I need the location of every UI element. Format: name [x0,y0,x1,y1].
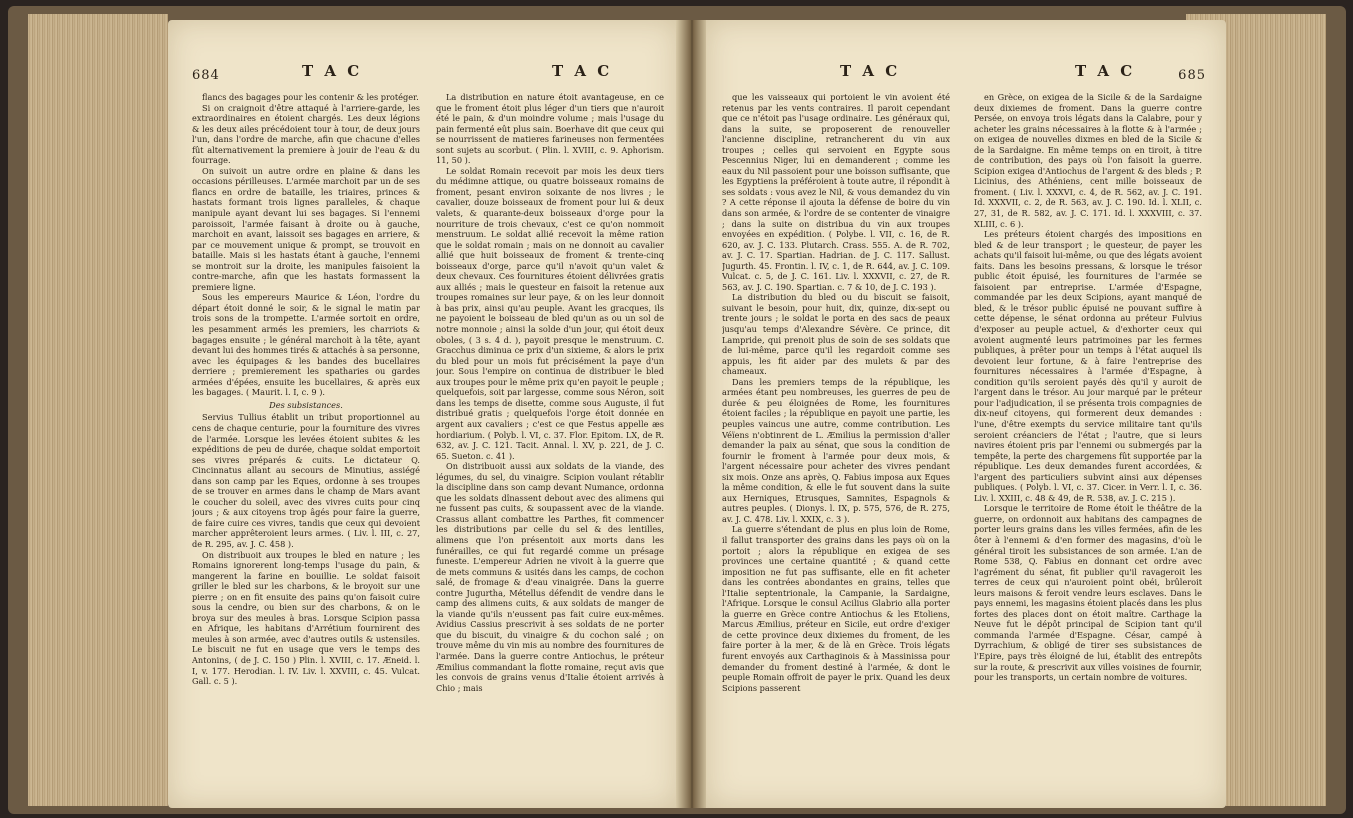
paragraph: Les préteurs étoient chargés des impositions en bled & de leur transport ; le questeur, de payer les achats qu'il faisoit lui-même, ou que des légats avoient faits. Dans les besoins pressans, & lorsque le trésor public étoit épuisé, les fournitures de l'armée se faisoient par entreprise. L'armée d'Espagne, commandée par les deux Scipions, ayant manqué de bled, & le trésor public épuisé ne pouvant suffire à cette dépense, le sénat ordonna au préteur Fulvius d'exposer au peuple actuel, & d'exhorter ceux qui avoient augmenté leurs patrimoines par les fermes publiques, à prêter pour un temps à l'état auquel ils devoient leur fortune, & à faire l'entreprise des fournitures nécessaires à l'armée d'Espagne, à condition qu'ils seroient payés dès qu'il y auroit de l'argent dans le trésor. Au jour marqué par le préteur pour l'adjudication, il se présenta trois compagnies de dix-neuf citoyens, qui formerent deux demandes : l'une, d'être exempts du service militaire tant qu'ils seroient créanciers de l'état ; l'autre, que si leurs navires étoient pris par l'ennemi ou submergés par la tempête, la perte des chargemens fût supportée par la république. Les deux demandes furent accordées, & l'argent des particuliers subvint ainsi aux dépenses publiques. ( Polyb. l. VI, c. 37. Cicer. in Verr. l. I, c. 36. Liv. l. XXIII, c. 48 & 49, de R. 538, av. J. C. 215 ). [974,229,1202,503]
paragraph: Lorsque le territoire de Rome étoit le théâtre de la guerre, on ordonnoit aux habitans des campagnes de porter leurs grains dans les villes fermées, afin de les ôter à l'ennemi & d'en former des magasins, d'où le général tiroit les subsistances de son armée. L'an de Rome 538, Q. Fabius en donnant cet ordre avec l'agrément du sénat, fit publier qu'il ravageroit les terres de ceux qui n'auroient point obéi, brûleroit leurs maisons & feroit vendre leurs esclaves. Dans le pays ennemi, les magasins étoient placés dans les plus fortes des places dont on étoit maître. Carthage la Neuve fut le dépôt principal de Scipion tant qu'il commanda l'armée d'Espagne. César, campé à Dyrrachium, & obligé de tirer ses subsistances de l'Epire, pays très éloigné de lui, établit des entrepôts sur la route, & prescrivit aux villes voisines de fournir, pour les transports, un certain nombre de voitures. [974,503,1202,683]
paragraph: Servius Tullius établit un tribut proportionnel au cens de chaque centurie, pour la fourniture des vivres de l'armée. Lorsque les levées étoient subites & les expéditions de peu de durée, chaque soldat emportoit ses vivres préparés & cuits. Le dictateur Q. Cincinnatus allant au secours de Minutius, assiégé dans son camp par les Eques, ordonne à ses troupes de se trouver en armes dans le champ de Mars avant le coucher du soleil, avec des vivres cuits pour cinq jours ; & aux citoyens trop âgés pour faire la guerre, de faire cuire ces vivres, tandis que ceux qui devoient marcher apprêteroient leurs armes. ( Liv. l. III, c. 27, de R. 295, av. J. C. 458 ). [192,412,420,549]
left-page-stack [28,14,168,806]
book-spread [8,6,1346,814]
paragraph: en Grèce, on exigea de la Sicile & de la Sardaigne deux dixiemes de froment. Dans la guerre contre Persée, on envoya trois légats dans la Calabre, pour y acheter les grains nécessaires à la flotte & à l'armée ; on exigea de nouvelles dixmes en bled de la Sicile & de la Sardaigne. En même temps on en tiroit, à titre de contribution, des pays où l'on faisoit la guerre. Scipion exigea d'Antiochus de l'argent & des bleds ; P. Licinius, des Athéniens, cent mille boisseaux de froment. ( Liv. l. XXXVI, c. 4, de R. 562, av. J. C. 191. Id. XXXVII, c. 2, de R. 563, av. J. C. 190. Id. l. XLII, c. 27, 31, de R. 582, av. J. C. 171. Id. l. XXXVIII, c. 37. XLIII, c. 6 ). [974,92,1202,229]
paragraph: La distribution en nature étoit avantageuse, en ce que le froment étoit plus léger d'un tiers que n'auroit été le pain, & d'un moindre volume ; mais l'usage du pain fermenté eût plus sain. Boerhave dit que ceux qui se nourrissent de matieres farineuses non fermentées sont sujets au scorbut. ( Plin. l. XVIII, c. 9. Aphorism. 11, 50 ). [436,92,664,166]
right-page-column-a [722,92,950,802]
paragraph: On distribuoit aux troupes le bled en nature ; les Romains ignorerent long-temps l'usage du pain, & mangerent la farine en bouillie. Le soldat faisoit griller le bled sur les charbons, & le broyoit sur une pierre ; on en fit ensuite des pains qu'on faisoit cuire sous la cendre, ou bien sur des charbons, & on le broya sur des meules à bras. Lorsque Scipion passa en Afrique, les habitans d'Arrétium fournirent des meules à son armée, avec d'autres outils & ustensiles. Le biscuit ne fut en usage que vers le temps des Antonins, ( de J. C. 150 ) Plin. l. XVIII, c. 17. Æneid. l. I, v. 177. Herodian. l. IV. Liv. l. XXVIII, c. 45. Vulcat. Gall. c. 5 ). [192,549,420,687]
left-page-column-a [192,92,420,802]
book-gutter [676,20,708,808]
running-head: T A C [1075,62,1136,80]
running-head: T A C [552,62,613,80]
running-head: T A C [302,62,363,80]
right-page-column-b [974,92,1202,802]
paragraph: flancs des bagages pour les contenir & les protéger. [202,92,419,102]
right-page [706,20,1226,808]
paragraph: que les vaisseaux qui portoient le vin avoient été retenus par les vents contraires. Il paroit cependant que ce n'étoit pas l'usage ordinaire. Les généraux qui, dans la suite, se proposerent de renouveller l'ancienne discipline, retrancherent du vin aux troupes ; celles qui servoient en Egypte sous Pescennius Niger, lui en demanderent ; comme les eaux du Nil passoient pour une boisson suffisante, que les Egyptiens la préféroient à toute autre, il répondit à ses soldats : vous avez le Nil, & vous demandez du vin ? A cette réponse il ajouta la défense de boire du vin dans son armée, & l'ordre de se contenter de vinaigre ; dans la suite on distribua du vin aux troupes envoyées en expédition. ( Polybe. l. VII, c. 16, de R. 620, av. J. C. 133. Plutarch. Crass. 555. A. de R. 702, av. J. C. 17. Spartian. Hadrian. de J. C. 117. Sallust. Jugurth. 45. Frontin. l. IV, c. 1, de R. 644, av. J. C. 109. Vulcat. c. 5, de J. C. 161. Liv. l. XXXVII, c. 27, de R. 563, av. J. C. 190. Spartian. c. 7 & 10, de J. C. 193 ). [722,92,950,292]
paragraph: La distribution du bled ou du biscuit se faisoit, suivant le besoin, pour huit, dix, quinze, dix-sept ou trente jours ; le soldat le porta en des sacs de peaux jusqu'au temps d'Alexandre Sévère. Ce prince, dit Lampride, qui prenoit plus de soin de ses soldats que de lui-même, parce qu'il les regardoit comme ses appuis, les fit aider par des mulets & par des chameaux. [722,292,950,377]
paragraph: Dans les premiers temps de la république, les armées étant peu nombreuses, les guerres de peu de durée & peu éloignées de Rome, les fournitures étoient faciles ; la république en payoit une partie, les peuples vaincus une autre, comme contribution. Les Véïens n'obtinrent de L. Æmilius la permission d'aller demander la paix au sénat, que sous la condition de fournir le froment à l'armée pour deux mois, & l'argent nécessaire pour acheter des vivres pendant six mois. Onze ans après, Q. Fabius imposa aux Eques la même condition, & elle le fut souvent dans la suite aux Herniques, Etrusques, Samnites, Espagnols & autres peuples. ( Dionys. l. IX, p. 575, 576, de R. 275, av. J. C. 478. Liv. l. XXIX, c. 3 ). [722,376,950,524]
left-page-column-b [436,92,664,802]
paragraph: Si on craignoit d'être attaqué à l'arriere-garde, les extraordinaires en étoient chargés. Les deux légions & les deux ailes précédoient tour à tour, de deux jours l'un, dans l'ordre de marche, afin que chacune d'elles fût alternativement la premiere à jouir de l'eau & du fourrage. [192,102,420,166]
right-page-header [730,62,1206,84]
paragraph: La guerre s'étendant de plus en plus loin de Rome, il fallut transporter des grains dans les pays où on la portoit ; alors la république en exigea de ses provinces une certaine quantité ; & quand cette imposition ne fut pas suffisante, elle en fit acheter dans les contrées abondantes en grains, telles que l'Italie septentrionale, la Campanie, la Sardaigne, l'Afrique. Lorsque le consul Acilius Glabrio alla porter la guerre en Grèce contre Antiochus & les Etoliens, Marcus Æmilius, préteur en Sicile, eut ordre d'exiger de cette province deux dixiemes du froment, de les faire porter à la mer, & de là en Grèce. Trois légats furent envoyés aux Carthaginois & à Massinissa pour demander du froment destiné à l'armée, & dont le peuple Romain offroit de payer le prix. Quand les deux Scipions passerent [722,524,950,693]
running-head: T A C [840,62,901,80]
page-number: 685 [1178,68,1206,83]
left-page-header [192,62,658,84]
paragraph: Sous les empereurs Maurice & Léon, l'ordre du départ étoit donné le soir, & le signal le matin par trois sons de la trompette. L'armée sortoit en ordre, les pesamment armés les premiers, les charriots & bagages ensuite ; le général marchoit à la tête, ayant devant lui des hommes tirés & attachés à sa personne, avec les équipages & les bandes des bucellaires derriere ; premierement les spatharies ou gardes armées d'épées, ensuite les bucellaires, & après eux les bagages. ( Maurit. l. I, c. 9 ). [192,292,420,398]
paragraph: On distribuoit aussi aux soldats de la viande, des légumes, du sel, du vinaigre. Scipion voulant rétablir la discipline dans son camp devant Numance, ordonna que les soldats dînassent debout avec des alimens qui ne fussent pas cuits, & soupassent avec de la viande. Crassus allant combattre les Parthes, fit commencer les distributions par celle du sel & des lentilles, alimens que l'on présentoit aux morts dans les funérailles, ce qui fut regardé comme un présage funeste. L'empereur Adrien ne vivoit à la guerre que de mets communs & usités dans les camps, de cochon salé, de fromage & d'eau vinaigrée. Dans la guerre contre Jugurtha, Métellus défendit de vendre dans le camp des alimens cuits, & aux soldats de manger de la viande qu'ils n'eussent pas fait cuire eux-mêmes. Avidius Cassius prescrivit à ses soldats de ne porter que du biscuit, du vinaigre & du cochon salé ; on trouve même du vin mis au nombre des fournitures de l'armée. Dans la guerre contre Antiochus, le préteur Æmilius commandant la flotte romaine, reçut avis que les convois de grains venus d'Italie étoient arrivés à Chio ; mais [436,461,664,693]
paragraph: Le soldat Romain recevoit par mois les deux tiers du médimne attique, ou quatre boisseaux romains de froment, pesant environ soixante de nos livres ; le cavalier, douze boisseaux de froment pour lui & deux valets, & quarante-deux boisseaux d'orge pour la nourriture de trois chevaux, c'est ce qu'on nommoit menstruum. Le soldat allié recevoit la même ration que le soldat romain ; mais on ne donnoit au cavalier allié que huit boisseaux de froment & trente-cinq boisseaux d'orge, parce qu'il n'avoit qu'un valet & deux chevaux. Ces fournitures étoient délivrées gratis aux alliés ; mais le questeur en faisoit la retenue aux troupes romaines sur leur paye, & on les leur donnoit à bas prix, ainsi qu'au peuple. Avant les gracques, ils ne payoient le boisseau de bled qu'un as ou un sol de notre monnoie ; ainsi la solde d'un jour, qui étoit deux oboles, ( 3 s. 4 d. ), payoit presque le menstruum. C. Gracchus diminua ce prix d'un sixieme, & alors le prix du bled pour un mois fut précisément la paye d'un jour. Sous l'empire on continua de distribuer le bled aux troupes pour le même prix qu'en payoit le peuple ; quelquefois, soit par largesse, comme sous Néron, soit dans les temps de disette, comme sous Auguste, il fut distribué gratis ; quelquefois l'orge étoit donnée en argent aux cavaliers ; c'est ce que Festus appelle æs hordiarium. ( Polyb. l. VI, c. 37. Flor. Epitom. LX, de R. 632, av. J. C. 121. Tacit. Annal. l. XV, p. 221, de J. C. 65. Sueton. c. 41 ). [436,165,664,461]
page-number: 684 [192,68,220,83]
section-subtitle: Des subsistances. [269,399,343,410]
left-page [168,20,678,808]
paragraph: On suivoit un autre ordre en plaine & dans les occasions périlleuses. L'armée marchoit par un de ses flancs en ordre de bataille, les triaires, princes & hastats formant trois lignes paralleles, & chaque manipule ayant devant lui ses bagages. Si l'ennemi paroissoit, l'armée faisant à droite ou à gauche, marchoit en avant, laissoit ses bagages en arriere, & par ce mouvement unique & prompt, se trouvoit en bataille. Mais si les hastats étant à gauche, l'ennemi se montroit sur la droite, les manipules faisoient la contre-marche, afin que les hastats formassent la premiere ligne. [192,165,420,292]
